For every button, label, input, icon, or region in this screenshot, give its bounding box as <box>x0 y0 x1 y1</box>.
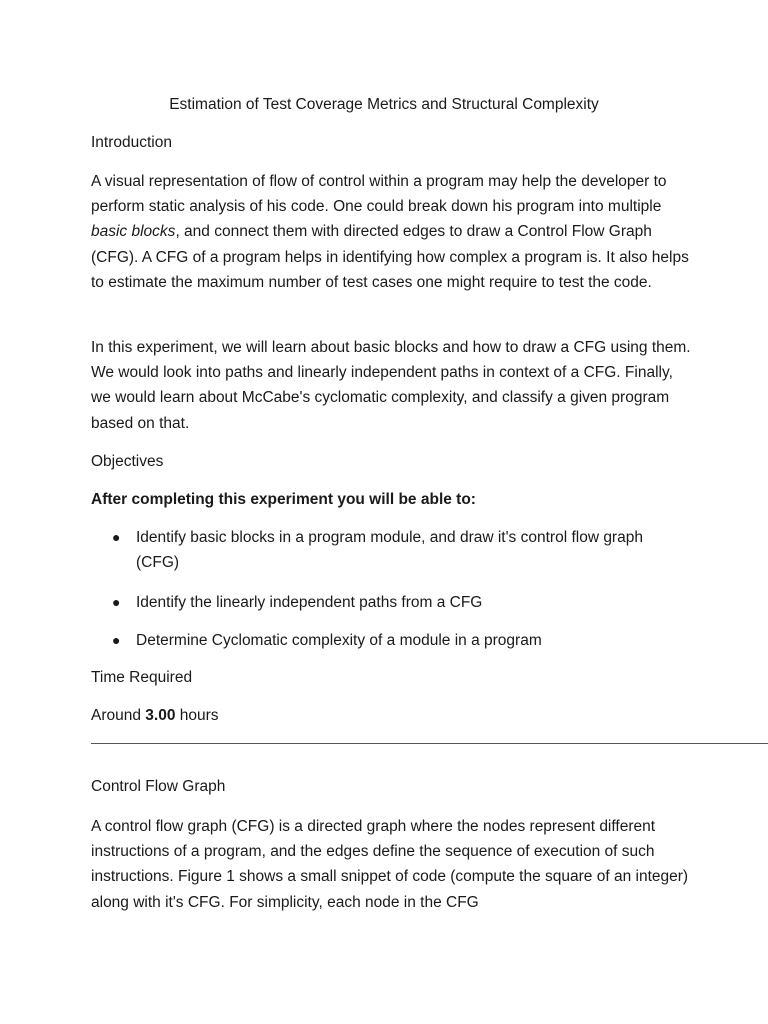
time-prefix: Around <box>91 707 146 724</box>
objectives-heading: Objectives <box>91 453 164 470</box>
objective-text: Identify basic blocks in a program module, and draw it's control flow graph (CFG) <box>136 529 643 572</box>
objective-text: Determine Cyclomatic complexity of a module in a program <box>136 632 542 649</box>
control-flow-graph-heading: Control Flow Graph <box>91 778 226 795</box>
basic-blocks-emphasis: basic blocks <box>91 223 176 241</box>
intro-text-part-2: , and connect them with directed edges to draw a Control Flow Graph (CFG). A CFG of a program helps in identifying how complex a program is. It also helps to estimate the maximum number of test cases one might require to test the code. <box>91 223 689 291</box>
document-title: Estimation of Test Coverage Metrics and Structural Complexity <box>169 96 599 113</box>
time-suffix: hours <box>175 707 219 724</box>
intro-text-part-1: A visual representation of flow of control within a program may help the developer to perform static analysis of his code. One could break down his program into multiple <box>91 173 667 216</box>
control-flow-graph-paragraph: A control flow graph (CFG) is a directed graph where the nodes represent different instructions of a program, and the edges define the sequence of execution of such instructions. Figure 1 shows a small snippet of code (compute the square of an integer) along with it's CFG. For simplicity, each node in the CFG <box>91 818 689 911</box>
objectives-lead: After completing this experiment you will be able to: <box>91 491 476 508</box>
bullet-icon: ● <box>112 529 121 545</box>
time-hours-number: 3.00 <box>145 707 176 724</box>
bullet-icon: ● <box>112 594 121 610</box>
bullet-icon: ● <box>112 632 121 648</box>
objective-text: Identify the linearly independent paths from a CFG <box>136 594 483 611</box>
horizontal-divider <box>91 743 768 744</box>
introduction-paragraph-2: In this experiment, we will learn about basic blocks and how to draw a CFG using them. We would look into paths and linearly independent paths in context of a CFG. Finally, we would learn about McCabe's cyclomatic complexity, and classify a given program based on that. <box>91 339 691 432</box>
time-required-heading: Time Required <box>91 669 193 686</box>
time-required-value <box>91 705 219 727</box>
introduction-paragraph-1 <box>91 169 691 295</box>
introduction-heading: Introduction <box>91 134 172 151</box>
